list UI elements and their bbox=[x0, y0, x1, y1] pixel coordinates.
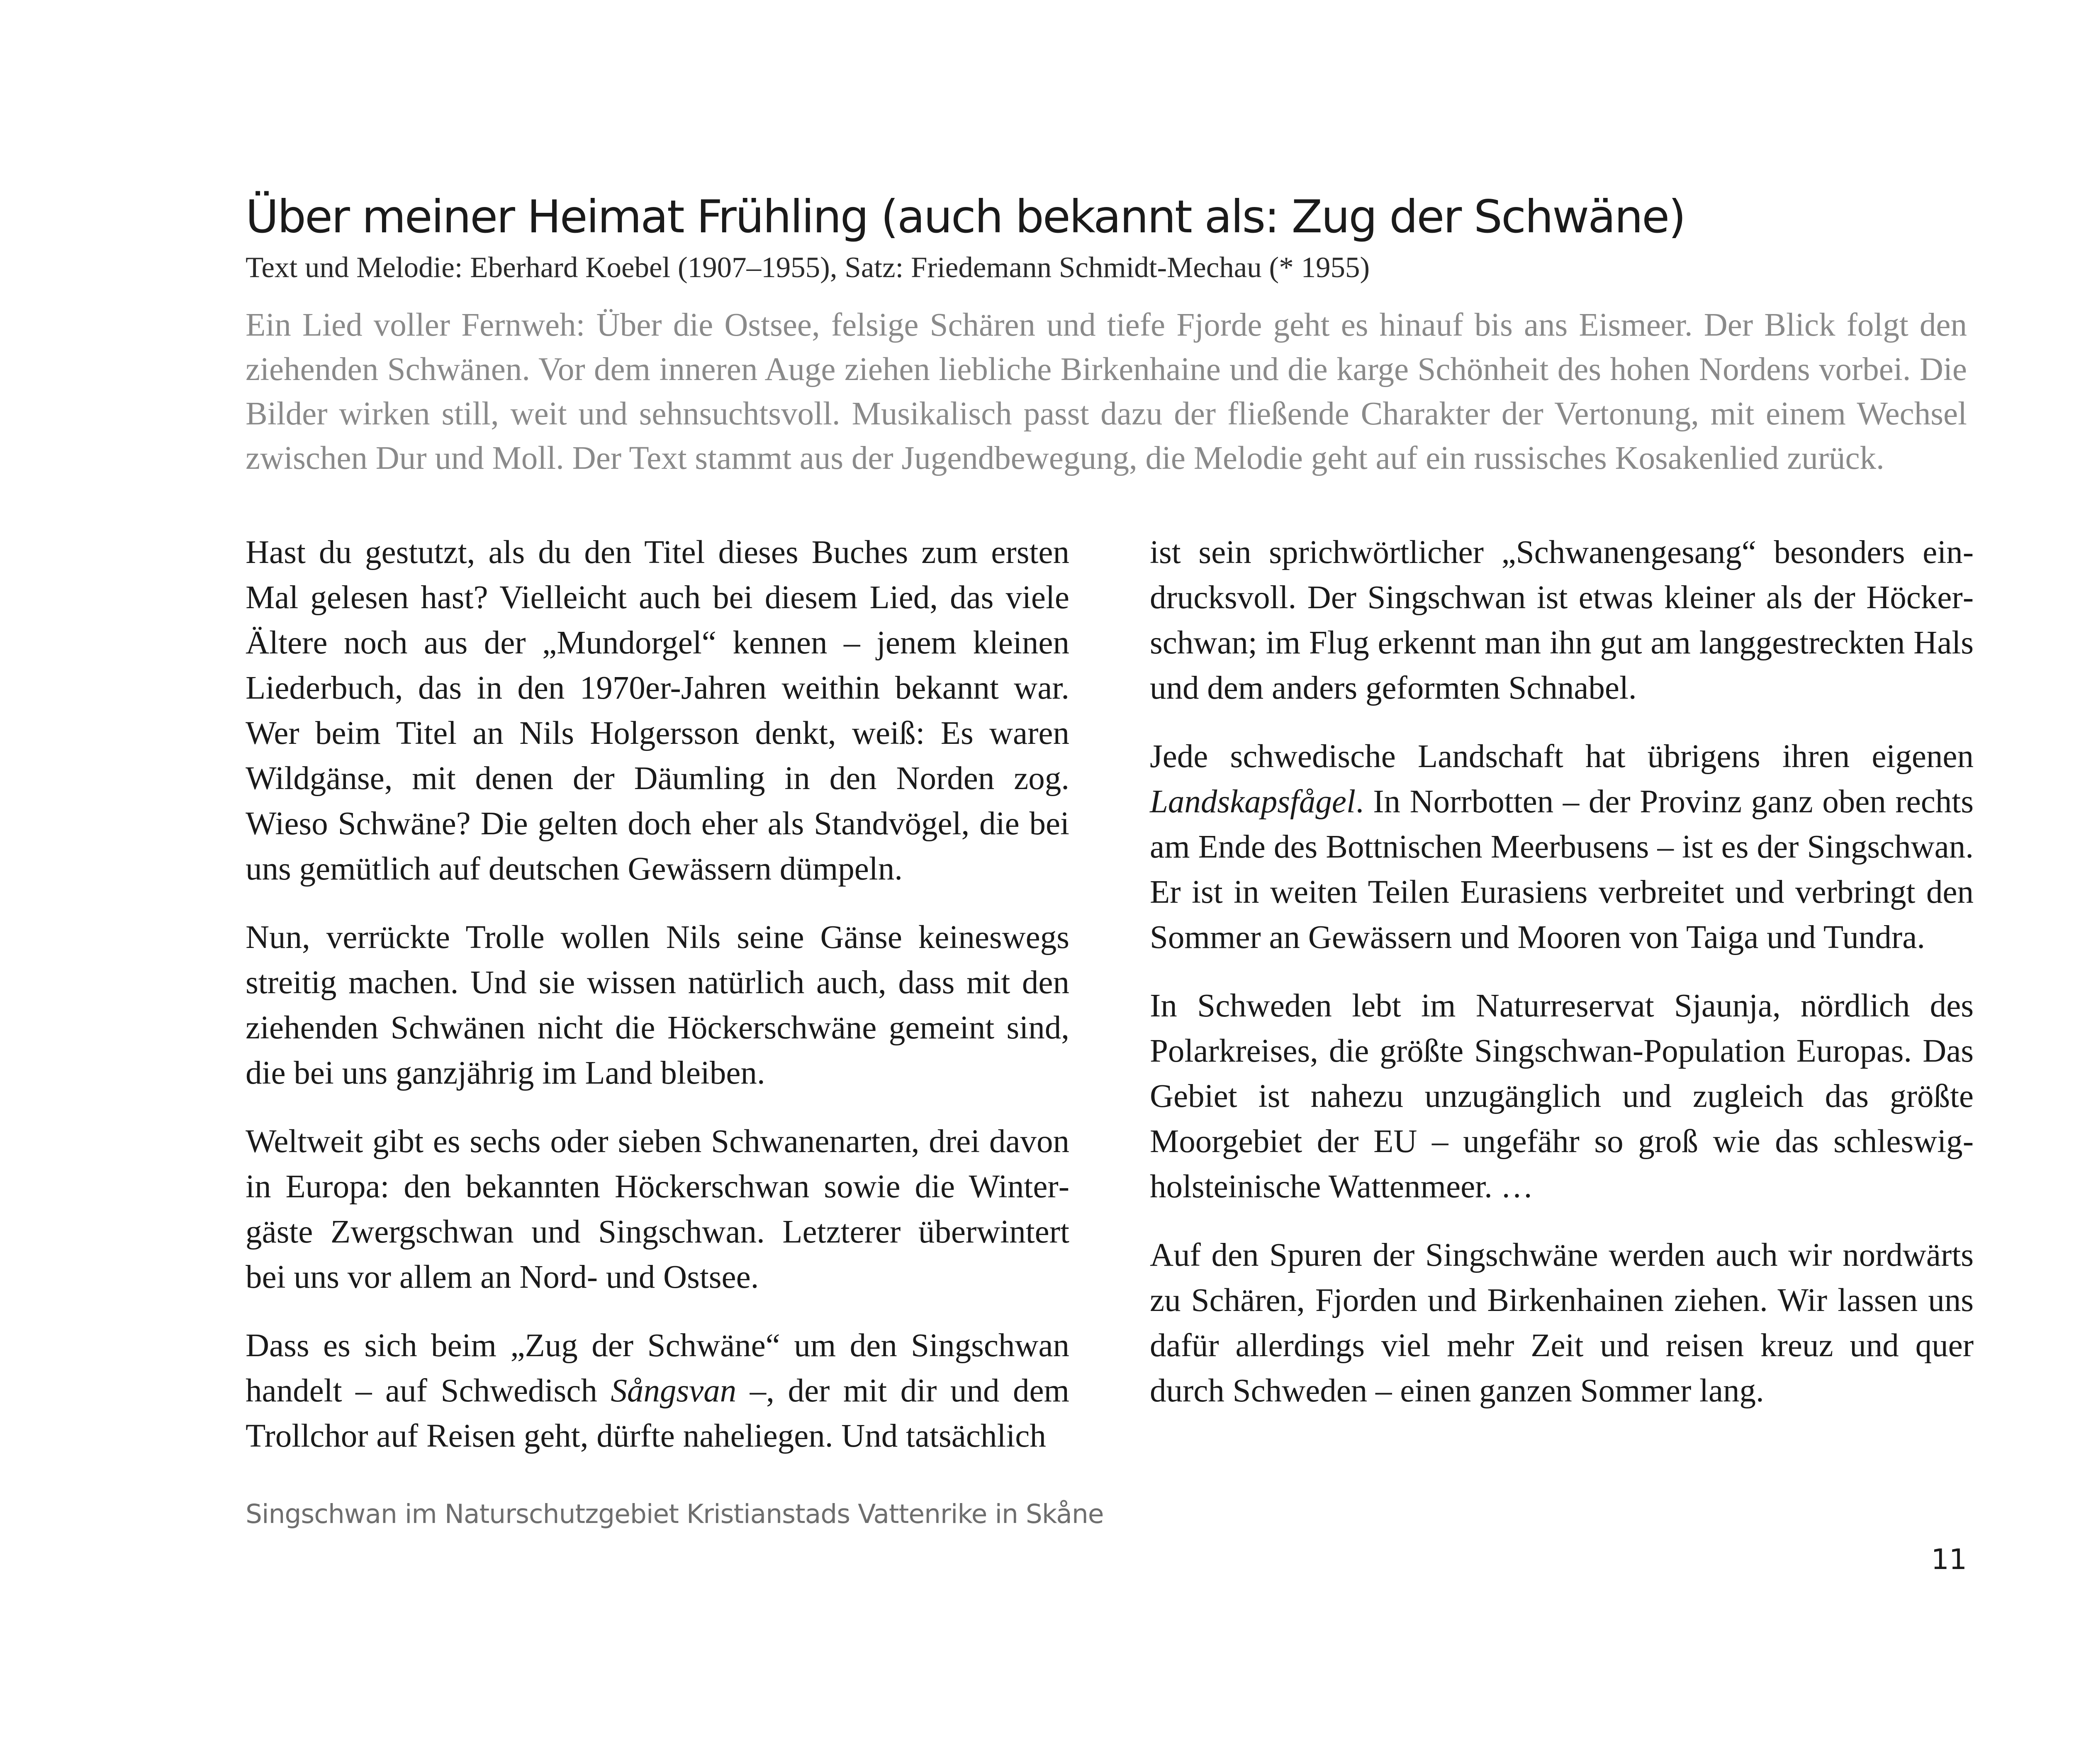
italic-term: Landskapsfågel bbox=[1150, 784, 1356, 820]
body-paragraph: Hast du gestutzt, als du den Titel dieses Buches zum ersten Mal gelesen hast? Vielleicht auch bei diesem Lied, das viele Ältere noch aus der „Mundorgel“ kennen – jenem kleinen Liederbuch, das in den 1970er-Jahren weithin bekannt war. Wer beim Titel an Nils Holgersson denkt, weiß: Es waren Wildgänse, mit denen der Däumling in den Norden zog. Wieso Schwäne? Die gelten doch eher als Standvögel, die bei uns gemütlich auf deutschen Gewässern dümpeln. bbox=[246, 534, 1069, 887]
text-run: –, der mit dir und dem Trollchor auf Reisen geht, dürfte naheliegen. Und tatsächlich bbox=[246, 1373, 1069, 1454]
body-paragraph: Nun, verrückte Trolle wollen Nils seine Gänse keineswegs streitig machen. Und sie wissen natürlich auch, dass mit den ziehenden Schwänen nicht die Höckerschwäne gemeint sind, die bei uns ganzjährig im Land bleiben. bbox=[246, 919, 1069, 1091]
photo-caption: Singschwan im Naturschutzgebiet Kristianstads Vattenrike in Skåne bbox=[246, 1499, 1104, 1529]
body-paragraph: In Schweden lebt im Naturreservat Sjaunja, nördlich des Polarkreises, die größte Singschwan-Population Europas. Das Gebiet ist nahezu unzugänglich und zugleich das größte Moorgebiet der EU – ungefähr so groß wie das schleswigholsteinische Wattenmeer. … bbox=[1150, 988, 1974, 1205]
italic-term: Sångsvan bbox=[611, 1373, 737, 1409]
body-paragraph: Weltweit gibt es sechs oder sieben Schwanenarten, drei davon in Europa: den bekannten Höckerschwan sowie die Wintergäste Zwergschwan und Singschwan. Letzterer überwintert bei uns vor allem an Nord- und Ostsee. bbox=[246, 1123, 1069, 1295]
text-run: . In Norrbotten – der Provinz ganz oben rechts am Ende des Bottnischen Meerbusens – ist es der Singschwan. Er ist in weiten Teilen Eurasiens verbreitet und verbringt den Sommer an Gewässern und Mooren von Taiga und Tundra. bbox=[1150, 784, 1974, 955]
body-paragraph: Auf den Spuren der Singschwäne werden auch wir nordwärts zu Schären, Fjorden und Birkenhainen ziehen. Wir lassen uns dafür allerdings viel mehr Zeit und reisen kreuz und quer durch Schweden – einen ganzen Sommer lang. bbox=[1150, 1237, 1974, 1409]
right-text-column bbox=[1150, 530, 1974, 1437]
song-credits: Text und Melodie: Eberhard Koebel (1907–1955), Satz: Friedemann Schmidt-Mechau (* 1955) bbox=[246, 251, 1370, 284]
page-number: 11 bbox=[1931, 1543, 1967, 1576]
text-run: Jede schwedische Landschaft hat übrigens ihren eigenen bbox=[1150, 738, 1974, 775]
body-paragraph bbox=[246, 1323, 1069, 1459]
body-paragraph: ist sein sprichwörtlicher „Schwanengesang“ besonders eindrucksvoll. Der Singschwan ist etwas kleiner als der Höckerschwan; im Flug erkennt man ihn gut am langgestreckten Hals und dem anders geformten Schnabel. bbox=[1150, 534, 1974, 706]
body-paragraph bbox=[1150, 734, 1974, 960]
left-text-column bbox=[246, 530, 1069, 1482]
intro-paragraph: Ein Lied voller Fernweh: Über die Ostsee, felsige Schären und tiefe Fjorde geht es hinauf bis ans Eismeer. Der Blick folgt den ziehenden Schwänen. Vor dem inneren Auge ziehen liebliche Birkenhaine und die karge Schönheit des hohen Nordens vorbei. Die Bilder wirken still, weit und sehnsuchtsvoll. Musikalisch passt dazu der fließende Charakter der Vertonung, mit einem Wechsel zwischen Dur und Moll. Der Text stammt aus der Jugendbewegung, die Melodie geht auf ein russisches Kosakenlied zurück. bbox=[246, 307, 1967, 476]
text-run: Dass es sich beim „Zug der Schwäne“ um den Singschwan handelt – auf Schwedisch bbox=[246, 1328, 1069, 1409]
page-title: Über meiner Heimat Frühling (auch bekannt als: Zug der Schwäne) bbox=[246, 190, 1685, 243]
